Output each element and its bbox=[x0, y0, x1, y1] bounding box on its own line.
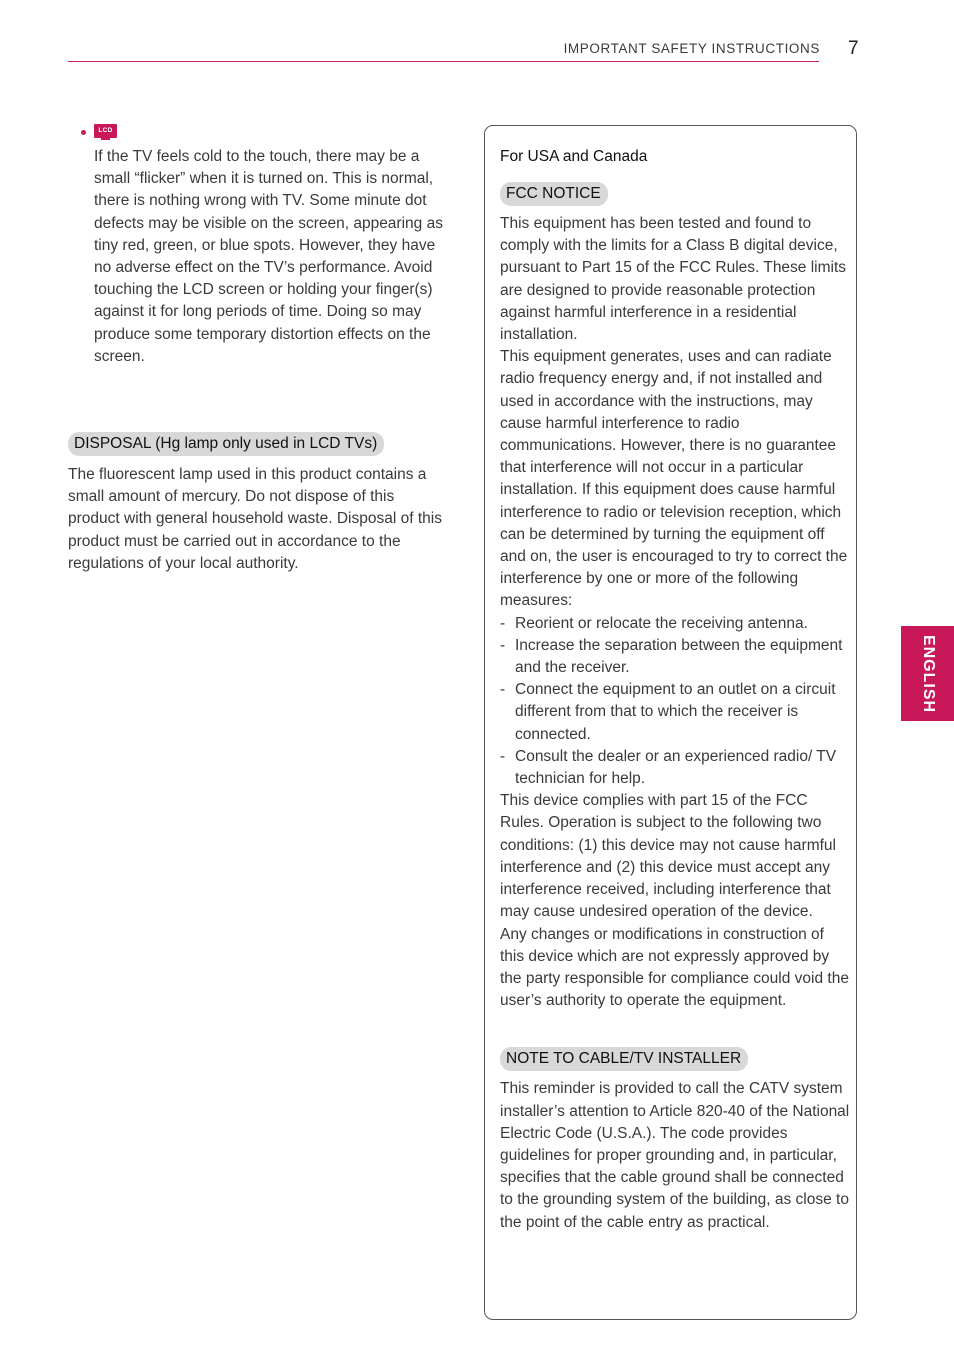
cable-installer-heading: NOTE TO CABLE/TV INSTALLER bbox=[500, 1047, 748, 1071]
region-heading: For USA and Canada bbox=[500, 148, 648, 165]
disposal-text: The fluorescent lamp used in this product contains a small amount of mercury. Do not dispose of this product with general household waste. Disposal of this product must be carried out in accordance to the regulations of your local authority. bbox=[68, 466, 442, 572]
language-tab-label: ENGLISH bbox=[919, 634, 937, 713]
language-tab bbox=[901, 626, 954, 721]
fcc-paragraph: This equipment has been tested and found to comply with the limits for a Class B digital device, pursuant to Part 15 of the FCC Rules. These limits are designed to provide reasonable protection against harmful interference in a residential installation. bbox=[500, 215, 847, 344]
cable-installer-text: This reminder is provided to call the CATV system installer’s attention to Article 820-40 of the National Electric Code (U.S.A.). The code provides guidelines for proper grounding and, in particular, specifies that the cable ground shall be connected to the grounding system of the building, as close to the point of the cable entry as practical. bbox=[500, 1080, 850, 1231]
measures-list bbox=[500, 613, 852, 791]
measure-item: - Consult the dealer or an experienced radio/ TV technician for help. bbox=[500, 746, 852, 790]
bullet-text: If the TV feels cold to the touch, there may be a small “flicker” when it is turned on. This is normal, there is nothing wrong with TV. Some minute dot defects may be visible on the screen, appearing as tiny red, green, or blue spots. However, they have no adverse effect on the TV’s performance. Avoid touching the LCD screen or holding your finger(s) against it for long periods of time. Doing so may produce some temporary distortion effects on the screen. bbox=[94, 148, 443, 365]
fcc-paragraph: Any changes or modifications in construction of this device which are not expressly approved by the party responsible for compliance could void the user’s authority to operate the equipment. bbox=[500, 925, 849, 1010]
lcd-tv-icon bbox=[94, 124, 117, 140]
fcc-notice-heading: FCC NOTICE bbox=[500, 182, 608, 206]
page-number: 7 bbox=[848, 38, 859, 59]
fcc-notice-body bbox=[500, 213, 852, 1012]
lcd-icon-stand bbox=[101, 138, 110, 140]
bullet-dot bbox=[81, 130, 86, 135]
left-column bbox=[68, 124, 448, 368]
measure-item: - Reorient or relocate the receiving antenna. bbox=[500, 613, 852, 635]
disposal-heading: DISPOSAL (Hg lamp only used in LCD TVs) bbox=[68, 432, 384, 456]
measure-item: - Increase the separation between the equipment and the receiver. bbox=[500, 635, 852, 679]
fcc-paragraph: This device complies with part 15 of the FCC Rules. Operation is subject to the following two conditions: (1) this device may not cause harmful interference and (2) this device must accept any interference received, including interference that may cause undesired operation of the device. bbox=[500, 792, 836, 921]
fcc-info-box bbox=[484, 125, 857, 1320]
fcc-info-box-content bbox=[500, 146, 852, 1234]
section-title: IMPORTANT SAFETY INSTRUCTIONS bbox=[563, 41, 820, 56]
fcc-paragraph: This equipment generates, uses and can radiate radio frequency energy and, if not installed and used in accordance with the instructions, may cause harmful interference to radio communications. However, there is no guarantee that interference will not occur in a particular installation. If this equipment does cause harmful interference to radio or television reception, which can be determined by turning the equipment off and on, the user is encouraged to try to correct the interference by one or more of the following measures: bbox=[500, 348, 848, 610]
bullet-item bbox=[68, 124, 448, 368]
measure-item: - Connect the equipment to an outlet on a circuit different from that to which the receiver is connected. bbox=[500, 679, 852, 746]
header-divider bbox=[68, 61, 819, 62]
lcd-icon-label: LCD bbox=[94, 124, 117, 138]
